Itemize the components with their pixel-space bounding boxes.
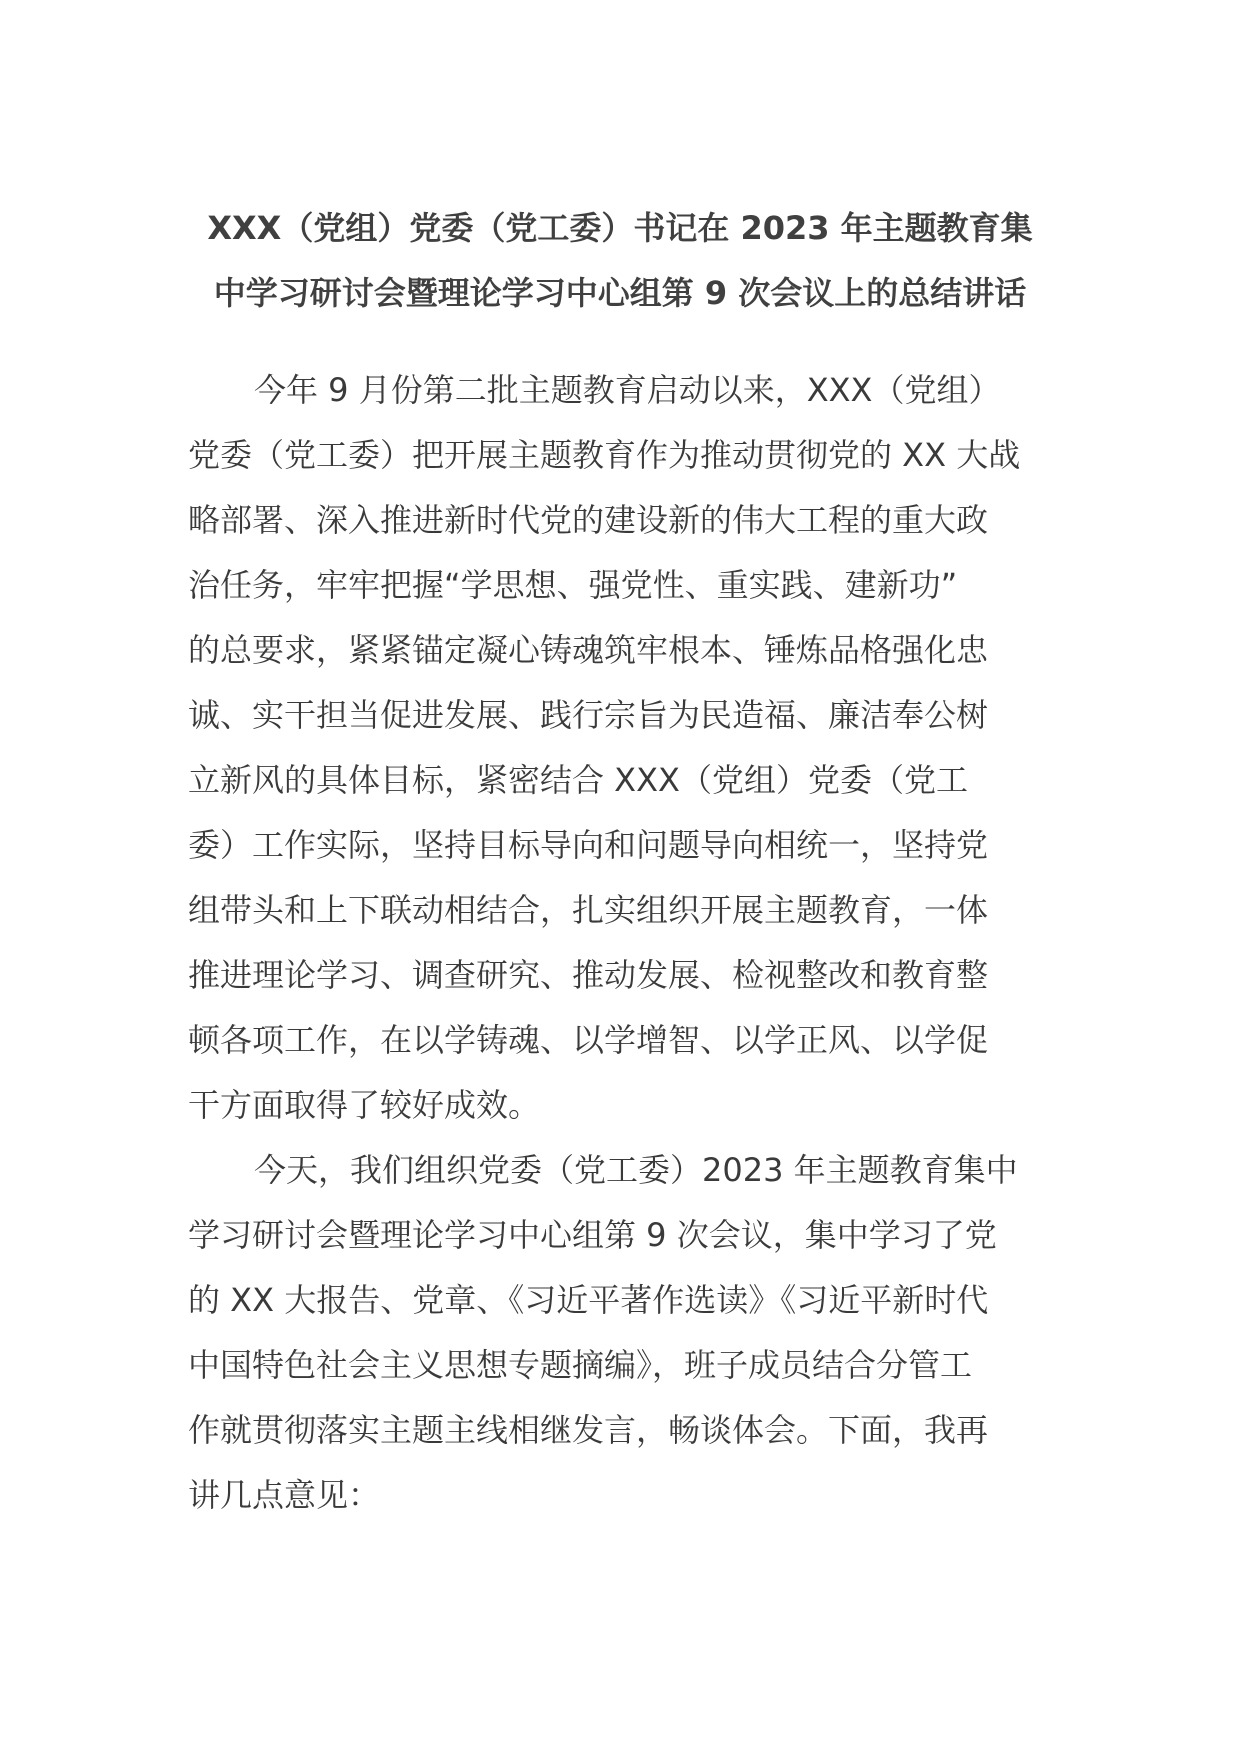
paragraph-line: 的总要求，紧紧锚定凝心铸魂筑牢根本、锤炼品格强化忠 — [188, 631, 989, 669]
paragraph-line: 立新风的具体目标，紧密结合 XXX（党组）党委（党工 — [188, 761, 968, 799]
paragraph-line: 委）工作实际，坚持目标导向和问题导向相统一，坚持党 — [188, 826, 989, 864]
paragraph-line: 学习研讨会暨理论学习中心组第 9 次会议，集中学习了党 — [188, 1216, 997, 1254]
paragraph-line: 顿各项工作，在以学铸魂、以学增智、以学正风、以学促 — [188, 1021, 989, 1059]
paragraph — [188, 358, 1088, 1138]
paragraph-line: 中国特色社会主义思想专题摘编》，班子成员结合分管工 — [188, 1346, 973, 1384]
paragraph-line: 推进理论学习、调查研究、推动发展、检视整改和教育整 — [188, 956, 989, 994]
paragraph-line: 略部署、深入推进新时代党的建设新的伟大工程的重大政 — [188, 501, 989, 539]
paragraph-line: 讲几点意见： — [188, 1476, 381, 1514]
document-title — [0, 196, 1240, 326]
paragraph-line: 治任务，牢牢把握“学思想、强党性、重实践、建新功” — [188, 566, 958, 604]
document-body — [188, 358, 1088, 1528]
paragraph-line: 的 XX 大报告、党章、《习近平著作选读》《习近平新时代 — [188, 1281, 989, 1319]
paragraph-line: 今天，我们组织党委（党工委）2023 年主题教育集中 — [254, 1151, 1018, 1189]
paragraph-line: 干方面取得了较好成效。 — [188, 1086, 541, 1124]
paragraph-line: 党委（党工委）把开展主题教育作为推动贯彻党的 XX 大战 — [188, 436, 1021, 474]
paragraph-line: 组带头和上下联动相结合，扎实组织开展主题教育，一体 — [188, 891, 989, 929]
paragraph-line: 今年 9 月份第二批主题教育启动以来，XXX（党组） — [254, 371, 1001, 409]
paragraph — [188, 1138, 1088, 1528]
paragraph-line: 作就贯彻落实主题主线相继发言，畅谈体会。下面，我再 — [188, 1411, 989, 1449]
title-line: 中学习研讨会暨理论学习中心组第 9 次会议上的总结讲话 — [213, 274, 1027, 312]
paragraph-line: 诚、实干担当促进发展、践行宗旨为民造福、廉洁奉公树 — [188, 696, 989, 734]
title-line: XXX（党组）党委（党工委）书记在 2023 年主题教育集 — [207, 209, 1033, 247]
